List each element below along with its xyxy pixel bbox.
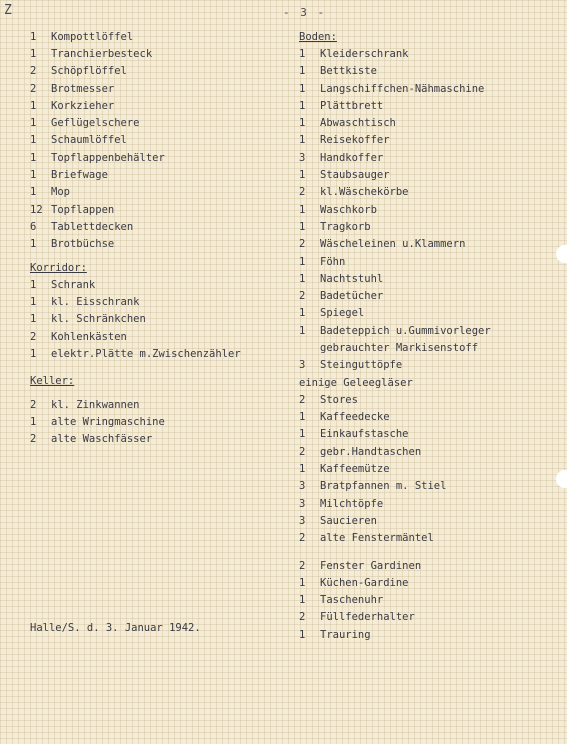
item-name: kl. Eisschrank	[51, 296, 140, 309]
list-item	[299, 201, 549, 218]
boden-item-list-d	[299, 557, 549, 643]
item-quantity: 2	[30, 330, 37, 343]
item-name: Bratpfannen m. Stiel	[320, 480, 447, 493]
list-item	[30, 345, 280, 362]
item-quantity: 1	[299, 255, 306, 268]
item-quantity: 1	[30, 99, 37, 112]
item-name: kl. Zinkwannen	[51, 398, 140, 411]
list-item	[299, 305, 549, 322]
item-quantity: 2	[30, 398, 37, 411]
item-name: Handkoffer	[320, 151, 384, 164]
item-quantity: 1	[30, 30, 37, 43]
item-name: Briefwage	[51, 169, 108, 182]
corner-mark: Z	[4, 3, 12, 18]
item-name: Reisekoffer	[320, 134, 390, 147]
item-name: Abwaschtisch	[320, 117, 396, 130]
item-quantity: 1	[299, 307, 306, 320]
item-name: Schöpflöffel	[51, 65, 127, 78]
item-name: Schaumlöffel	[51, 134, 127, 147]
list-item	[299, 512, 549, 529]
list-item	[30, 80, 280, 97]
item-quantity: 1	[299, 428, 306, 441]
punch-hole	[556, 470, 567, 488]
item-name: kl. Schränkchen	[51, 313, 146, 326]
item-quantity: 1	[30, 134, 37, 147]
korridor-item-list	[30, 276, 280, 362]
right-column	[299, 28, 549, 643]
item-quantity: 1	[30, 47, 37, 60]
boden-item-list	[299, 45, 549, 339]
item-quantity: 3	[299, 359, 306, 372]
item-name: gebr.Handtaschen	[320, 445, 422, 458]
item-quantity: 1	[299, 203, 306, 216]
item-name: Langschiffchen-Nähmaschine	[320, 82, 485, 95]
item-name: Badetücher	[320, 290, 384, 303]
item-quantity: 1	[30, 415, 37, 428]
item-name: Saucieren	[320, 514, 377, 527]
list-item	[30, 28, 280, 45]
list-item	[30, 218, 280, 235]
item-name: Küchen-Gardine	[320, 576, 409, 589]
item-quantity: 2	[299, 559, 306, 572]
list-item	[299, 626, 549, 643]
list-item-freeform: einige Geleegläser	[299, 376, 413, 389]
item-name: Kompottlöffel	[51, 30, 134, 43]
left-column	[30, 28, 280, 448]
item-name: Milchtöpfe	[320, 497, 384, 510]
item-quantity: 1	[299, 169, 306, 182]
item-name: Spiegel	[320, 307, 365, 320]
list-item	[299, 149, 549, 166]
item-name: Einkaufstasche	[320, 428, 409, 441]
list-item	[30, 311, 280, 328]
item-name: Kaffeedecke	[320, 411, 390, 424]
item-quantity: 3	[299, 497, 306, 510]
item-quantity: 1	[299, 65, 306, 78]
list-item	[299, 287, 549, 304]
list-item	[299, 97, 549, 114]
item-name: Föhn	[320, 255, 346, 268]
boden-item-list-c	[299, 391, 549, 547]
item-quantity: 1	[299, 272, 306, 285]
item-quantity: 1	[299, 82, 306, 95]
list-item	[299, 45, 549, 62]
item-quantity: 1	[30, 151, 37, 164]
item-quantity: 2	[299, 238, 306, 251]
list-item	[299, 495, 549, 512]
item-name: Trauring	[320, 628, 371, 641]
item-quantity: 2	[30, 82, 37, 95]
list-item	[299, 322, 549, 339]
item-quantity: 1	[30, 313, 37, 326]
item-name: alte Fenstermäntel	[320, 532, 434, 545]
korridor-heading: Korridor:	[30, 261, 87, 274]
list-item	[299, 253, 549, 270]
keller-heading: Keller:	[30, 375, 75, 388]
item-name: Mop	[51, 186, 70, 199]
list-item	[299, 460, 549, 477]
item-name: Wäscheleinen u.Klammern	[320, 238, 466, 251]
list-item	[299, 357, 549, 374]
list-item	[299, 409, 549, 426]
list-item	[299, 236, 549, 253]
list-item	[299, 114, 549, 131]
list-item	[299, 166, 549, 183]
list-item	[30, 293, 280, 310]
item-name: Schrank	[51, 278, 96, 291]
item-quantity: 2	[299, 532, 306, 545]
list-item	[30, 166, 280, 183]
list-item	[299, 80, 549, 97]
list-item	[30, 328, 280, 345]
list-item	[30, 63, 280, 80]
list-item	[299, 132, 549, 149]
item-name: Kleiderschrank	[320, 47, 409, 60]
item-name: Staubsauger	[320, 169, 390, 182]
item-quantity: 1	[30, 186, 37, 199]
item-name: Korkzieher	[51, 99, 115, 112]
item-quantity: 2	[299, 611, 306, 624]
list-item	[30, 396, 280, 413]
item-quantity: 1	[299, 220, 306, 233]
item-quantity: 1	[299, 117, 306, 130]
item-name: Badeteppich u.Gummivorleger	[320, 324, 491, 337]
item-quantity: 1	[30, 278, 37, 291]
list-item	[299, 592, 549, 609]
list-item	[299, 63, 549, 80]
item-quantity: 1	[30, 238, 37, 251]
list-item	[299, 609, 549, 626]
item-quantity: 1	[299, 576, 306, 589]
list-item	[299, 426, 549, 443]
list-item	[30, 201, 280, 218]
item-name: Brotmesser	[51, 82, 115, 95]
item-quantity: 1	[299, 594, 306, 607]
list-item	[299, 530, 549, 547]
date-place-line: Halle/S. d. 3. Januar 1942.	[30, 622, 201, 634]
item-quantity: 2	[299, 290, 306, 303]
item-quantity: 2	[299, 393, 306, 406]
item-name: alte Wringmaschine	[51, 415, 165, 428]
list-item-continuation: gebrauchter Markisenstoff	[320, 341, 479, 354]
item-name: Geflügelschere	[51, 117, 140, 130]
item-quantity: 3	[299, 151, 306, 164]
item-quantity: 1	[30, 296, 37, 309]
list-item	[299, 218, 549, 235]
item-name: Kohlenkästen	[51, 330, 127, 343]
list-item	[30, 276, 280, 293]
item-quantity: 3	[299, 480, 306, 493]
item-quantity: 6	[30, 220, 37, 233]
list-item	[299, 391, 549, 408]
list-item	[30, 149, 280, 166]
item-quantity: 1	[299, 324, 306, 337]
item-name: Waschkorb	[320, 203, 377, 216]
list-item	[30, 236, 280, 253]
item-quantity: 2	[30, 65, 37, 78]
item-quantity: 2	[30, 433, 37, 446]
boden-item-list-b	[299, 357, 549, 374]
page-number: - 3 -	[283, 6, 327, 19]
item-quantity: 12	[30, 203, 43, 216]
item-name: Topflappen	[51, 203, 115, 216]
list-item	[299, 270, 549, 287]
list-item	[299, 478, 549, 495]
item-quantity: 1	[299, 628, 306, 641]
list-item	[299, 574, 549, 591]
item-quantity: 1	[299, 134, 306, 147]
item-name: Nachtstuhl	[320, 272, 384, 285]
list-item	[30, 413, 280, 430]
item-quantity: 2	[299, 445, 306, 458]
list-item	[299, 443, 549, 460]
item-name: alte Waschfässer	[51, 433, 153, 446]
item-name: Topflappenbehälter	[51, 151, 165, 164]
list-item	[299, 557, 549, 574]
item-name: Tragkorb	[320, 220, 371, 233]
item-quantity: 1	[30, 117, 37, 130]
item-name: Plättbrett	[320, 99, 384, 112]
item-name: Taschenuhr	[320, 594, 384, 607]
list-item	[30, 184, 280, 201]
list-item	[30, 431, 280, 448]
item-quantity: 1	[299, 411, 306, 424]
item-name: elektr.Plätte m.Zwischenzähler	[51, 347, 241, 360]
item-name: Fenster Gardinen	[320, 559, 422, 572]
item-name: Steinguttöpfe	[320, 359, 403, 372]
item-name: Stores	[320, 393, 358, 406]
item-name: Bettkiste	[320, 65, 377, 78]
item-quantity: 1	[30, 169, 37, 182]
list-item	[30, 114, 280, 131]
list-item	[30, 132, 280, 149]
item-name: Kaffeemütze	[320, 463, 390, 476]
kitchen-item-list	[30, 28, 280, 253]
boden-heading: Boden:	[299, 30, 337, 43]
list-item	[30, 97, 280, 114]
punch-hole	[556, 245, 567, 263]
item-quantity: 3	[299, 514, 306, 527]
item-name: Füllfederhalter	[320, 611, 415, 624]
item-quantity: 1	[299, 99, 306, 112]
item-name: Tablettdecken	[51, 220, 134, 233]
item-name: Tranchierbesteck	[51, 47, 153, 60]
item-quantity: 1	[30, 347, 37, 360]
item-name: kl.Wäschekörbe	[320, 186, 409, 199]
item-quantity: 1	[299, 47, 306, 60]
keller-item-list	[30, 396, 280, 448]
list-item	[299, 184, 549, 201]
item-quantity: 2	[299, 186, 306, 199]
item-name: Brotbüchse	[51, 238, 115, 251]
list-item	[30, 45, 280, 62]
item-quantity: 1	[299, 463, 306, 476]
